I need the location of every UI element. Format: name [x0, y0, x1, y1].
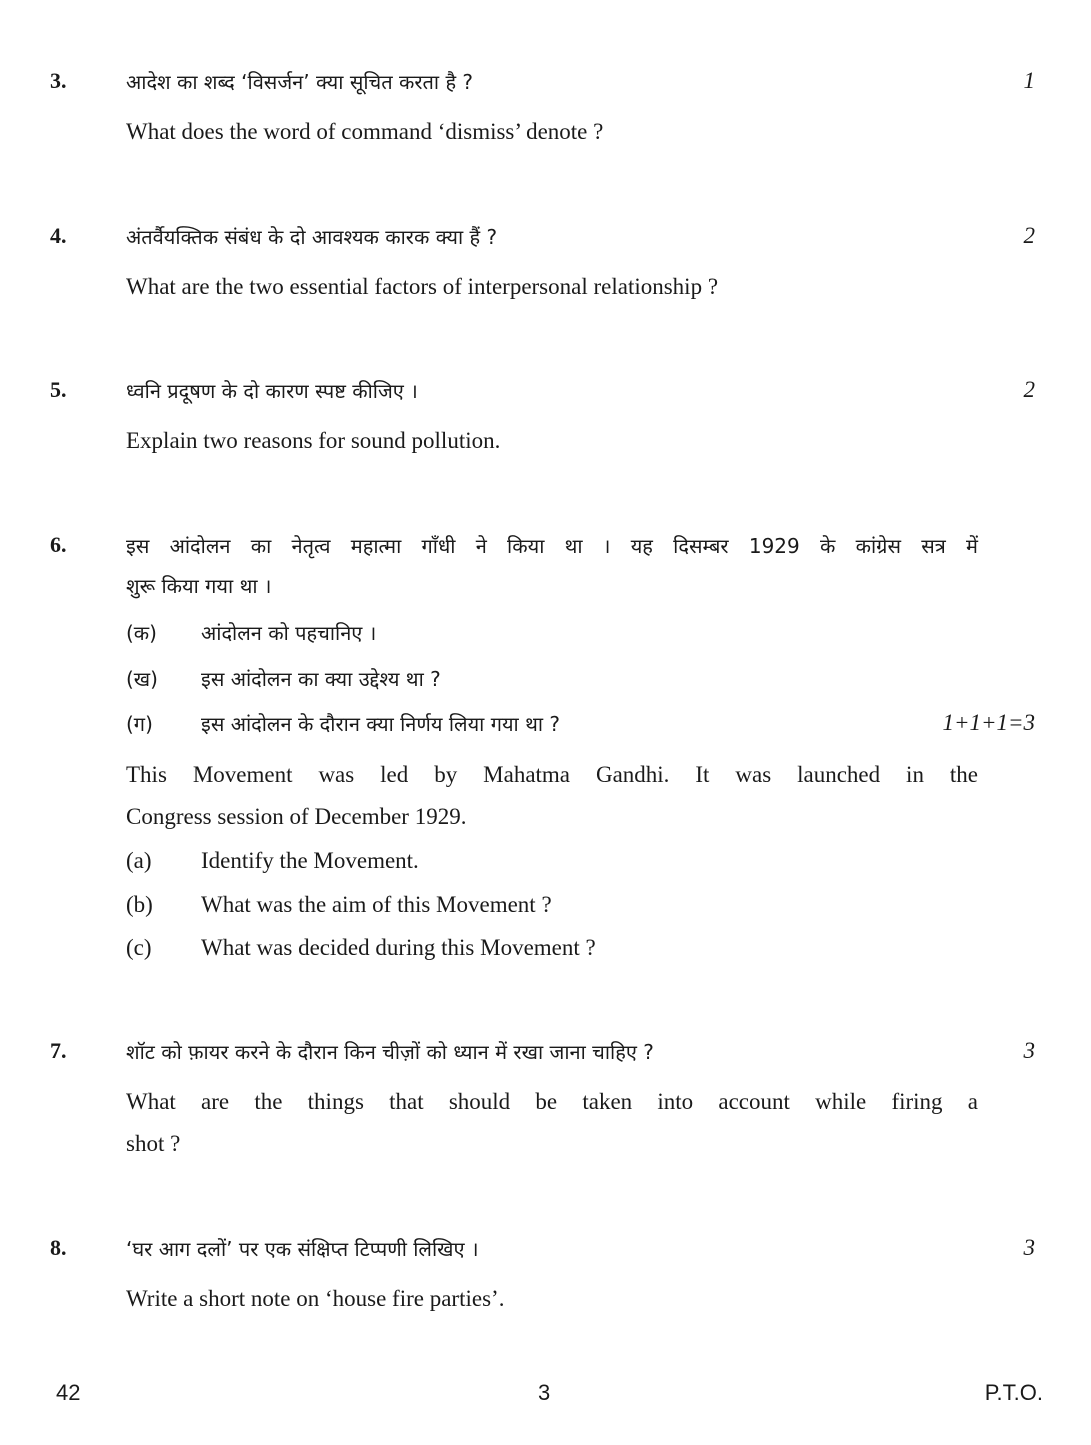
- english-subpart-c: [126, 935, 596, 961]
- page-number: 3: [538, 1380, 551, 1405]
- question-marks: 2: [1023, 377, 1035, 402]
- question-english: Write a short note on ‘house fire parties’.: [126, 1286, 505, 1311]
- question-hindi: ‘घर आग दलों’ पर एक संक्षिप्त टिप्पणी लिखिए ।: [126, 1237, 479, 1261]
- question-english: What does the word of command ‘dismiss’ denote ?: [126, 119, 604, 144]
- question-english-line-2: Congress session of December 1929.: [126, 804, 467, 829]
- question-hindi: आदेश का शब्द ‘विसर्जन’ क्या सूचित करता है ?: [126, 70, 474, 94]
- question-english-line-2: shot ?: [126, 1131, 181, 1156]
- question-number: 3.: [50, 68, 67, 93]
- subpart-label: (ग): [126, 712, 153, 736]
- english-subpart-b: [126, 892, 552, 918]
- question-hindi-line-2: शुरू किया गया था ।: [126, 574, 272, 598]
- subpart-label: (c): [126, 935, 152, 960]
- subpart-label: (b): [126, 892, 153, 917]
- subpart-label: (क): [126, 621, 157, 645]
- question-english: What are the two essential factors of interpersonal relationship ?: [126, 274, 719, 299]
- question-marks: 1+1+1=3: [942, 710, 1035, 735]
- question-marks: 3: [1023, 1038, 1035, 1063]
- subpart-text: Identify the Movement.: [201, 848, 419, 873]
- subpart-text: आंदोलन को पहचानिए ।: [201, 621, 377, 645]
- hindi-subpart-ka: [126, 619, 376, 646]
- subpart-label: (a): [126, 848, 152, 873]
- question-number: 5.: [50, 377, 67, 402]
- question-number: 6.: [50, 532, 67, 557]
- subpart-text: What was decided during this Movement ?: [201, 935, 596, 960]
- question-marks: 1: [1023, 68, 1035, 93]
- question-marks: 2: [1023, 223, 1035, 248]
- hindi-subpart-ga: [126, 710, 560, 737]
- question-hindi: ध्वनि प्रदूषण के दो कारण स्पष्ट कीजिए ।: [126, 379, 418, 403]
- english-subpart-a: [126, 848, 419, 874]
- question-hindi: शॉट को फ़ायर करने के दौरान किन चीज़ों को ध्यान में रखा जाना चाहिए ?: [126, 1040, 654, 1064]
- pto-label: P.T.O.: [984, 1380, 1043, 1405]
- subpart-text: इस आंदोलन का क्या उद्देश्य था ?: [201, 667, 441, 691]
- question-english-line-1: This Movement was led by Mahatma Gandhi. It was launched in the: [126, 762, 978, 787]
- question-marks: 3: [1023, 1235, 1035, 1260]
- question-number: 7.: [50, 1038, 67, 1063]
- paper-code: 42: [56, 1380, 81, 1405]
- question-number: 8.: [50, 1235, 67, 1260]
- question-hindi: अंतर्वैयक्तिक संबंध के दो आवश्यक कारक क्या हैं ?: [126, 225, 498, 249]
- question-english-line-1: What are the things that should be taken into account while firing a: [126, 1089, 978, 1114]
- subpart-text: इस आंदोलन के दौरान क्या निर्णय लिया गया था ?: [201, 712, 561, 736]
- subpart-text: What was the aim of this Movement ?: [201, 892, 552, 917]
- question-english: Explain two reasons for sound pollution.: [126, 428, 501, 453]
- question-hindi-line-1: इस आंदोलन का नेतृत्व महात्मा गाँधी ने किया था । यह दिसम्बर 1929 के कांग्रेस सत्र में: [126, 534, 978, 558]
- subpart-label: (ख): [126, 667, 158, 691]
- hindi-subpart-kha: [126, 665, 441, 692]
- question-number: 4.: [50, 223, 67, 248]
